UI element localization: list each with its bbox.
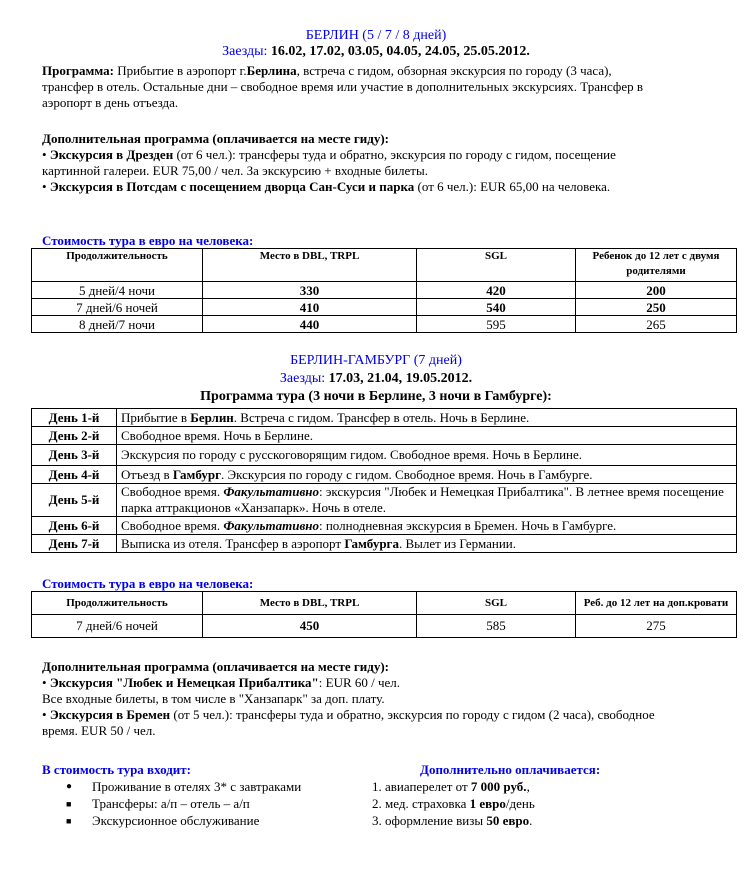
day-text: Свободное время. xyxy=(121,484,224,499)
additional-section xyxy=(372,762,702,830)
extra-item xyxy=(42,147,662,179)
duration-cell: 5 дней/4 ночи xyxy=(32,282,203,299)
list-item-text: Экскурсионное обслуживание xyxy=(92,813,260,828)
list-number: 1. xyxy=(372,779,385,794)
program-text: Прибытие в аэропорт г. xyxy=(113,63,247,78)
day-text: Отъезд в xyxy=(121,466,173,482)
bullet-icon: ● xyxy=(66,781,73,792)
additional-heading: Дополнительно оплачивается: xyxy=(420,762,601,777)
extra-item xyxy=(42,707,682,739)
table-header: Реб. до 12 лет на доп.кровати xyxy=(576,592,737,615)
extra-item-title: Экскурсия в Дрезден xyxy=(49,147,174,162)
duration-cell: 7 дней/6 ночей xyxy=(32,615,203,638)
tour2-price-heading: Стоимость тура в евро на человека: xyxy=(42,576,254,591)
price-cell: 330 xyxy=(203,282,417,299)
square-bullet-icon: ■ xyxy=(66,816,72,826)
list-item-text: . xyxy=(529,813,533,828)
extra-item-text: Все входные билеты, в том числе в "Ханзапарк" за доп. плату. xyxy=(42,691,385,706)
price-cell: 420 xyxy=(417,282,576,299)
itinerary-row xyxy=(32,517,737,535)
extra-item-title: Экскурсия в Бремен xyxy=(49,707,171,722)
day-city: Гамбург xyxy=(172,466,221,482)
extra-item xyxy=(42,179,662,195)
extra-item xyxy=(42,675,682,691)
table-row xyxy=(32,316,737,333)
tour1-title xyxy=(0,28,752,44)
itinerary-row xyxy=(32,484,737,517)
list-item-text: оформление визы xyxy=(385,813,487,828)
day-text: : полнодневная экскурсия в Бремен. Ночь в Гамбурге. xyxy=(318,517,617,533)
tour1-program xyxy=(42,63,662,111)
table-header: Ребенок до 12 лет с двумя родителями xyxy=(576,249,737,282)
extra-program-heading: Дополнительная программа (оплачивается на месте гиду): xyxy=(42,131,389,146)
price-cell: 440 xyxy=(203,316,417,333)
list-item-text: мед. страховка xyxy=(385,796,470,811)
included-heading: В стоимость тура входит: xyxy=(42,762,191,777)
tour1-arrivals xyxy=(0,44,752,60)
day-label: День 7-й xyxy=(32,535,117,553)
table-header-row xyxy=(32,592,737,615)
duration-cell: 8 дней/7 ночи xyxy=(32,316,203,333)
itinerary-row xyxy=(32,535,737,553)
table-header: Место в DBL, TRPL xyxy=(203,592,417,615)
extra-item-text: (от 5 чел.): трансферы туда и обратно, экскурсия по городу с гидом (2 часа), свободное время. EUR 50 / чел. xyxy=(42,707,655,738)
day-description xyxy=(117,484,737,517)
list-item-text: /день xyxy=(505,796,535,811)
day-text: Выписка из отеля. Трансфер в аэропорт xyxy=(121,535,345,551)
day-city: Берлин xyxy=(190,409,234,425)
list-item xyxy=(372,779,702,796)
day-label: День 5-й xyxy=(32,484,117,517)
square-bullet-icon: ■ xyxy=(66,799,72,809)
price-cell: 540 xyxy=(417,299,576,316)
bullet-icon: • xyxy=(42,147,50,162)
itinerary-row xyxy=(32,466,737,484)
day-text: Свободное время. Ночь в Берлине. xyxy=(121,427,313,443)
tour2-title xyxy=(0,353,752,369)
list-item xyxy=(372,813,702,830)
itinerary-row xyxy=(32,427,737,445)
duration-cell: 7 дней/6 ночей xyxy=(32,299,203,316)
table-row xyxy=(32,615,737,638)
arrivals-dates: 16.02, 17.02, 03.05, 04.05, 24.05, 25.05.2012. xyxy=(270,44,530,59)
price-cell: 595 xyxy=(417,316,576,333)
price-cell: 585 xyxy=(417,615,576,638)
program-label: Программа: xyxy=(42,63,114,78)
day-description xyxy=(117,445,737,466)
list-item xyxy=(372,796,702,813)
tour1-title-text: БЕРЛИН (5 / 7 / 8 дней) xyxy=(305,28,447,43)
arrivals-label: Заезды: xyxy=(279,371,326,386)
list-number: 3. xyxy=(372,813,385,828)
day-text: : экскурсия "Любек и Немецкая Прибалтика". В летнее время посещение парка аттракционов «Ханзапарк». Ночь в отеле. xyxy=(121,484,724,515)
day-text: Свободное время. xyxy=(121,517,224,533)
day-text: . Экскурсия по городу с гидом. Свободное время. Ночь в Гамбурге. xyxy=(221,466,593,482)
extra-item-text: (от 6 чел.): трансферы туда и обратно, экскурсия по городу с гидом, посещение картинной галереи. EUR 75,00 / чел. За экскурсию + входные билеты. xyxy=(42,147,616,178)
tour2-title-text: БЕРЛИН-ГАМБУРГ (7 дней) xyxy=(290,353,462,368)
table-header: Продолжительность xyxy=(32,249,203,282)
tour2-extra-program xyxy=(42,659,682,739)
tour2-itinerary-table xyxy=(31,408,737,553)
tour2-program-heading: Программа тура (3 ночи в Берлине, 3 ночи в Гамбурге): xyxy=(200,389,552,404)
day-text: Прибытие в xyxy=(121,409,191,425)
day-city: Гамбурга xyxy=(344,535,399,551)
price-cell: 275 xyxy=(576,615,737,638)
tour1-extra-program xyxy=(42,131,662,195)
bullet-icon: • xyxy=(42,179,50,194)
list-item xyxy=(42,813,362,830)
included-section xyxy=(42,762,362,830)
day-label: День 4-й xyxy=(32,466,117,484)
tour1-price-table xyxy=(31,248,737,333)
day-description xyxy=(117,535,737,553)
price-cell: 450 xyxy=(203,615,417,638)
list-item-value: 1 евро xyxy=(469,796,506,811)
day-description xyxy=(117,517,737,535)
price-cell: 250 xyxy=(576,299,737,316)
extra-item xyxy=(42,691,682,707)
itinerary-row xyxy=(32,409,737,427)
extra-item-title: Экскурсия "Любек и Немецкая Прибалтика" xyxy=(49,675,319,690)
day-label: День 2-й xyxy=(32,427,117,445)
list-item-value: 50 евро xyxy=(486,813,530,828)
extra-program-heading: Дополнительная программа (оплачивается на месте гиду): xyxy=(42,659,389,674)
table-header: Место в DBL, TRPL xyxy=(203,249,417,282)
tour2-price-table xyxy=(31,591,737,638)
day-description xyxy=(117,427,737,445)
day-description xyxy=(117,409,737,427)
price-cell: 200 xyxy=(576,282,737,299)
day-text: . Вылет из Германии. xyxy=(398,535,517,551)
program-city: Берлина xyxy=(246,63,297,78)
itinerary-row xyxy=(32,445,737,466)
table-row xyxy=(32,299,737,316)
optional-label: Факультативно xyxy=(223,484,319,499)
table-header: SGL xyxy=(417,592,576,615)
day-label: День 1-й xyxy=(32,409,117,427)
list-item-value: 7 000 руб. xyxy=(470,779,527,794)
table-row xyxy=(32,282,737,299)
arrivals-label: Заезды: xyxy=(222,44,268,59)
extra-item-title: Экскурсия в Потсдам с посещением дворца Сан-Суси и парка xyxy=(49,179,415,194)
table-header: Продолжительность xyxy=(32,592,203,615)
day-label: День 3-й xyxy=(32,445,117,466)
list-item-text: Проживание в отелях 3* с завтраками xyxy=(92,779,302,794)
price-cell: 265 xyxy=(576,316,737,333)
table-header-row xyxy=(32,249,737,282)
extra-item-text: : EUR 60 / чел. xyxy=(318,675,401,690)
list-item xyxy=(42,796,362,813)
list-item-text: , xyxy=(526,779,530,794)
tour2-arrivals xyxy=(0,371,752,387)
day-label: День 6-й xyxy=(32,517,117,535)
list-item-text: Трансферы: а/п – отель – а/п xyxy=(92,796,250,811)
list-item xyxy=(42,779,362,796)
list-item-text: авиаперелет от xyxy=(385,779,471,794)
bullet-icon: • xyxy=(42,707,50,722)
included-list xyxy=(42,779,362,830)
day-text: Экскурсия по городу с русскоговорящим гидом. Свободное время. Ночь в Берлине. xyxy=(121,447,583,462)
additional-list xyxy=(372,779,702,830)
extra-item-text: (от 6 чел.): EUR 65,00 на человека. xyxy=(414,179,611,194)
program-text: , встреча с гидом, обзорная экскурсия по городу (3 часа), трансфер в отель. Остальные дни – свободное время или участие в дополнительных экскурсиях. Трансфер в аэропорт в день отъезда. xyxy=(42,63,643,110)
day-description xyxy=(117,466,737,484)
optional-label: Факультативно xyxy=(223,517,319,533)
price-cell: 410 xyxy=(203,299,417,316)
table-header: SGL xyxy=(417,249,576,282)
day-text: . Встреча с гидом. Трансфер в отель. Ночь в Берлине. xyxy=(233,409,530,425)
arrivals-dates: 17.03, 21.04, 19.05.2012. xyxy=(328,371,473,386)
list-number: 2. xyxy=(372,796,385,811)
bullet-icon: • xyxy=(42,675,50,690)
tour1-price-heading: Стоимость тура в евро на человека: xyxy=(42,233,254,248)
